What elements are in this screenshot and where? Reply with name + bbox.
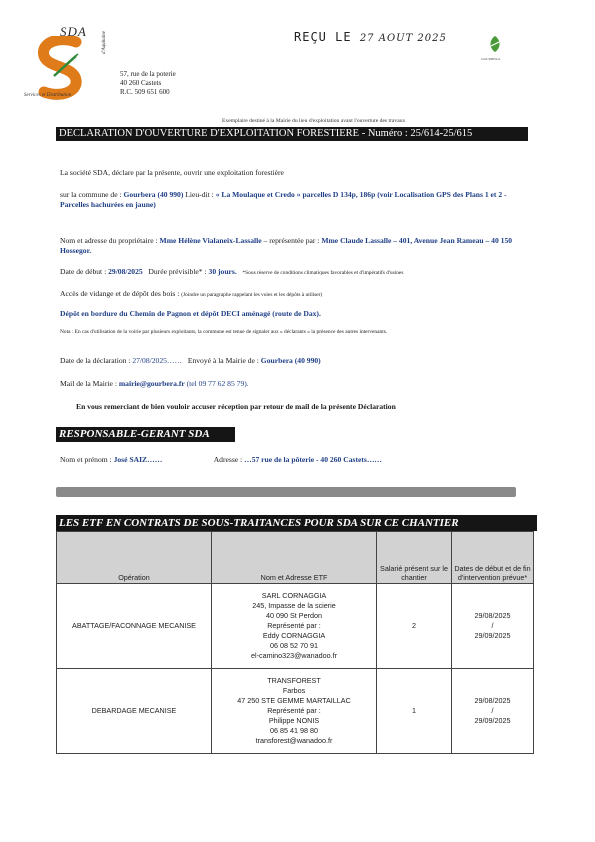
responsable-block — [60, 455, 500, 465]
etf-email[interactable]: transforest@wanadoo.fr — [255, 736, 333, 745]
date-sep: / — [491, 621, 494, 630]
company-address — [120, 70, 176, 97]
acces-nota: Nota : En cas d'utilisation de la voirie par plusieurs exploitants, la commune est tenue de signaler aux « déclarants » la présence des autres intervenants. — [60, 329, 388, 335]
duree-note: *Sous réserve de conditions climatiques favorables et d'impératifs d'usines — [242, 270, 404, 276]
col-operation: Opération — [57, 532, 212, 584]
adresse-value: …57 rue de la pôterie - 40 260 Castets…… — [244, 455, 383, 464]
row-salaries: 2 — [377, 584, 452, 669]
etf-line: 245, Impasse de la scierie — [252, 601, 336, 610]
mail-value[interactable]: mairie@gourbera.fr — [118, 379, 185, 388]
etf-line: 06 85 41 98 80 — [270, 726, 318, 735]
row-operation: DEBARDAGE MECANISE — [57, 669, 212, 754]
owner-block — [60, 236, 530, 256]
thanks-text: En vous remerciant de bien vouloir accuser réception par retour de mail de la présente Déclaration — [76, 402, 396, 411]
col-etf: Nom et Adresse ETF — [212, 532, 377, 584]
etf-line: 47 250 STE GEMME MARTAILLAC — [237, 696, 351, 705]
logo-side-text: d'Aquitaine — [102, 30, 107, 54]
etf-line: 40 090 St Perdon — [266, 611, 322, 620]
row-etf — [212, 669, 377, 754]
redacted-line — [56, 487, 516, 497]
etf-line: Eddy CORNAGGIA — [262, 631, 326, 640]
sda-logo — [24, 24, 124, 106]
date-end: 29/09/2025 — [474, 631, 511, 640]
row-etf — [212, 584, 377, 669]
etf-table — [56, 531, 534, 754]
acces-label: Accès de vidange et de dépôt des bois : — [60, 289, 180, 298]
rep-label: – représentée par : — [263, 236, 320, 245]
owner-label: Nom et adresse du propriétaire : — [60, 236, 158, 245]
table-row — [57, 669, 534, 754]
title-text: DECLARATION D'OUVERTURE D'EXPLOITATION FORESTIERE — [59, 128, 360, 139]
acces-note: (Joindre un paragraphe rappelant les voies et les dépôts à utiliser) — [181, 292, 323, 298]
declaration-date-block — [60, 356, 321, 366]
dates-block — [60, 267, 540, 278]
exemplaire-note: Exemplaire destiné à la Mairie du lieu d'exploitation avant l'ouverture des travaux — [222, 118, 406, 124]
address-line2: 40 260 Castets — [120, 79, 162, 87]
company-rc: R.C. 509 651 600 — [120, 88, 170, 96]
recipient-logo-text: GOURBERA — [481, 57, 501, 61]
declaration-date-label: Date de la déclaration : — [60, 356, 131, 365]
stamp-label: REÇU LE — [294, 30, 352, 44]
acces-block — [60, 289, 540, 300]
mail-block — [60, 379, 249, 389]
acces-value: Dépôt en bordure du Chemin de Pagnon et dépôt DECI aménagé (route de Dax). — [60, 309, 321, 318]
debut-label: Date de début : — [60, 267, 107, 276]
etf-line: Représenté par : — [267, 621, 321, 630]
adresse-label: Adresse : — [213, 455, 243, 464]
intro-text: La société SDA, déclare par la présente, ouvrir une exploitation forestière — [60, 168, 284, 177]
nom-value: José SAIZ…… — [113, 455, 163, 464]
owner-value: Mme Hélène Vialaneix-Lassalle — [159, 236, 262, 245]
envoye-value: Gourbera (40 990) — [260, 356, 321, 365]
row-salaries: 1 — [377, 669, 452, 754]
row-dates — [452, 669, 534, 754]
rep-value: Mme Claude Lassalle – 401, Avenue Jean Rameau – 40 150 Hossegor. — [60, 236, 513, 255]
date-sep: / — [491, 706, 494, 715]
commune-label: sur la commune de : — [60, 190, 122, 199]
envoye-label: Envoyé à la Mairie de : — [187, 356, 259, 365]
table-row — [57, 584, 534, 669]
stamp-date: 27 AOUT 2025 — [359, 33, 447, 44]
page-title — [56, 127, 528, 141]
etf-line: Représenté par : — [267, 706, 321, 715]
duree-label: Durée prévisible* : — [148, 267, 207, 276]
address-line1: 57, rue de la poterie — [120, 70, 176, 78]
commune-value: Gourbera (40 990) — [123, 190, 184, 199]
etf-email[interactable]: el-camino323@wanadoo.fr — [250, 651, 337, 660]
row-dates — [452, 584, 534, 669]
etf-line: TRANSFOREST — [267, 676, 321, 685]
lieu-label: Lieu-dit : — [185, 190, 214, 199]
duree-value: 30 jours. — [208, 267, 237, 276]
logo-tagline: Services et Distribution — [24, 93, 72, 98]
date-start: 29/08/2025 — [474, 611, 511, 620]
debut-value: 29/08/2025 — [108, 267, 143, 276]
title-numero: - Numéro : 25/614-25/615 — [361, 128, 473, 139]
recipient-logo-icon — [485, 34, 505, 56]
etf-line: Farbos — [282, 686, 306, 695]
etf-header-row — [57, 532, 534, 584]
lieu-value: « La Moulaque et Credo » parcelles D 134p, 186p (voir Localisation GPS des Plans 1 et 2 - Parcelles hachurées en jaune) — [60, 190, 507, 209]
etf-line: 06 08 52 70 91 — [270, 641, 318, 650]
responsable-heading: RESPONSABLE-GERANT SDA — [56, 427, 235, 442]
col-salaries: Salarié présent sur le chantier — [377, 532, 452, 584]
tel-value: (tel 09 77 62 85 79). — [186, 379, 249, 388]
row-operation: ABATTAGE/FACONNAGE MECANISE — [57, 584, 212, 669]
etf-heading: LES ETF EN CONTRATS DE SOUS-TRAITANCES POUR SDA SUR CE CHANTIER — [56, 515, 537, 531]
etf-line: Philippe NONIS — [268, 716, 320, 725]
col-dates: Dates de début et de fin d'intervention prévue* — [452, 532, 534, 584]
etf-line: SARL CORNAGGIA — [261, 591, 327, 600]
date-end: 29/09/2025 — [474, 716, 511, 725]
logo-name: SDA — [60, 24, 87, 39]
date-start: 29/08/2025 — [474, 696, 511, 705]
received-stamp — [294, 30, 447, 44]
commune-block — [60, 190, 530, 210]
mail-label: Mail de la Mairie : — [60, 379, 117, 388]
nom-label: Nom et prénom : — [60, 455, 112, 464]
declaration-date-value: 27/08/2025…… — [132, 356, 183, 365]
